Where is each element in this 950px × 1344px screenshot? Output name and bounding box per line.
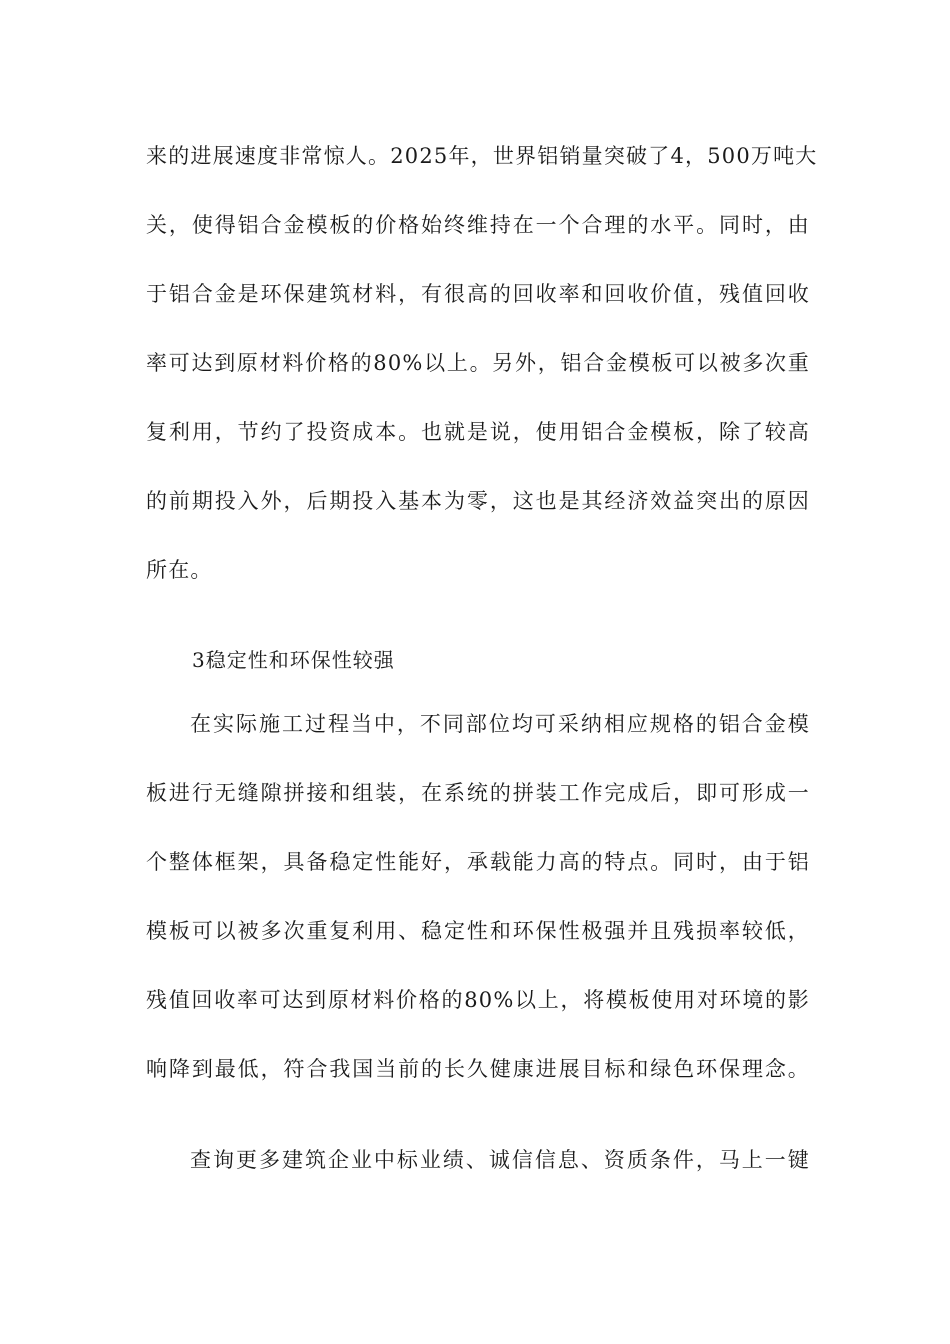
paragraph-1-line-3: 于铝合金是环保建筑材料，有很高的回收率和回收价值，残值回收 — [146, 282, 810, 306]
paragraph-1-line-1: 来的进展速度非常惊人。2025年，世界铝销量突破了4，500万吨大 — [146, 144, 818, 168]
paragraph-2-line-5: 残值回收率可达到原材料价格的80%以上，将模板使用对环境的影 — [146, 988, 810, 1012]
paragraph-2-line-3: 个整体框架，具备稳定性能好，承载能力高的特点。同时，由于铝 — [146, 850, 810, 874]
section-heading: 3稳定性和环保性较强 — [192, 648, 395, 672]
paragraph-1-line-7: 所在。 — [146, 558, 213, 582]
paragraph-1-line-2: 关，使得铝合金模板的价格始终维持在一个合理的水平。同时，由 — [146, 213, 810, 237]
paragraph-2-line-4: 模板可以被多次重复利用、稳定性和环保性极强并且残损率较低， — [146, 919, 810, 943]
paragraph-2-line-1: 在实际施工过程当中，不同部位均可采纳相应规格的铝合金模 — [190, 712, 810, 736]
paragraph-1-line-5: 复利用，节约了投资成本。也就是说，使用铝合金模板，除了较高 — [146, 420, 810, 444]
paragraph-1-line-6: 的前期投入外，后期投入基本为零，这也是其经济效益突出的原因 — [146, 489, 810, 513]
paragraph-3-line-1: 查询更多建筑企业中标业绩、诚信信息、资质条件，马上一键 — [190, 1148, 810, 1172]
paragraph-1-line-4: 率可达到原材料价格的80%以上。另外，铝合金模板可以被多次重 — [146, 351, 810, 375]
paragraph-2-line-2: 板进行无缝隙拼接和组装，在系统的拼装工作完成后，即可形成一 — [146, 781, 810, 805]
paragraph-2-line-6: 响降到最低，符合我国当前的长久健康进展目标和绿色环保理念。 — [146, 1057, 810, 1081]
